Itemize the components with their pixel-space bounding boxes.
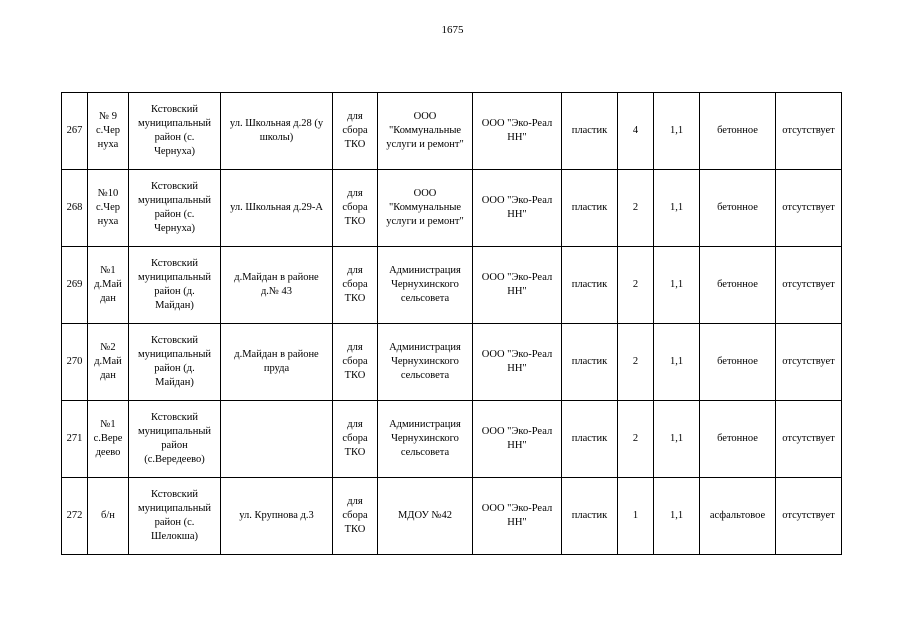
site-owner: ООО "Коммунальные услуги и ремонт" <box>378 170 473 247</box>
container-count: 2 <box>618 170 654 247</box>
row-number: 270 <box>62 324 88 401</box>
container-material: пластик <box>562 247 618 324</box>
site-purpose: для сбора ТКО <box>333 247 378 324</box>
site-owner: МДОУ №42 <box>378 478 473 555</box>
site-contractor: ООО "Эко-Реал НН" <box>473 93 562 170</box>
table-row <box>62 324 842 401</box>
container-material: пластик <box>562 324 618 401</box>
container-count: 2 <box>618 247 654 324</box>
row-number: 268 <box>62 170 88 247</box>
site-surface: асфальтовое <box>700 478 776 555</box>
site-fence: отсутствует <box>776 478 842 555</box>
registry-body <box>62 93 842 555</box>
site-contractor: ООО "Эко-Реал НН" <box>473 478 562 555</box>
site-purpose: для сбора ТКО <box>333 478 378 555</box>
row-number: 272 <box>62 478 88 555</box>
row-number: 271 <box>62 401 88 478</box>
page-number: 1675 <box>441 24 464 36</box>
waste-site-registry-table <box>61 92 842 555</box>
site-owner: ООО "Коммунальные услуги и ремонт" <box>378 93 473 170</box>
site-location: ул. Крупнова д.3 <box>221 478 333 555</box>
site-name: №1 д.Май дан <box>88 247 129 324</box>
site-fence: отсутствует <box>776 170 842 247</box>
container-volume: 1,1 <box>654 247 700 324</box>
site-purpose: для сбора ТКО <box>333 401 378 478</box>
site-contractor: ООО "Эко-Реал НН" <box>473 247 562 324</box>
site-contractor: ООО "Эко-Реал НН" <box>473 170 562 247</box>
row-number: 269 <box>62 247 88 324</box>
site-owner: Администрация Чернухинского сельсовета <box>378 247 473 324</box>
site-location: д.Майдан в районе пруда <box>221 324 333 401</box>
site-owner: Администрация Чернухинского сельсовета <box>378 324 473 401</box>
container-volume: 1,1 <box>654 401 700 478</box>
site-location: ул. Школьная д.28 (у школы) <box>221 93 333 170</box>
container-count: 4 <box>618 93 654 170</box>
container-volume: 1,1 <box>654 478 700 555</box>
container-count: 2 <box>618 401 654 478</box>
container-volume: 1,1 <box>654 93 700 170</box>
site-surface: бетонное <box>700 324 776 401</box>
container-material: пластик <box>562 478 618 555</box>
site-location: д.Майдан в районе д.№ 43 <box>221 247 333 324</box>
site-fence: отсутствует <box>776 247 842 324</box>
container-material: пластик <box>562 401 618 478</box>
container-volume: 1,1 <box>654 324 700 401</box>
site-area: Кстовский муниципальный район (с.Вередеево) <box>129 401 221 478</box>
site-fence: отсутствует <box>776 401 842 478</box>
site-location: ул. Школьная д.29-А <box>221 170 333 247</box>
site-purpose: для сбора ТКО <box>333 324 378 401</box>
site-surface: бетонное <box>700 93 776 170</box>
row-number: 267 <box>62 93 88 170</box>
site-purpose: для сбора ТКО <box>333 170 378 247</box>
site-name: б/н <box>88 478 129 555</box>
container-material: пластик <box>562 170 618 247</box>
table-row <box>62 93 842 170</box>
site-purpose: для сбора ТКО <box>333 93 378 170</box>
site-location <box>221 401 333 478</box>
site-contractor: ООО "Эко-Реал НН" <box>473 401 562 478</box>
site-name: №2 д.Май дан <box>88 324 129 401</box>
container-material: пластик <box>562 93 618 170</box>
table-row <box>62 401 842 478</box>
container-count: 2 <box>618 324 654 401</box>
table-row <box>62 478 842 555</box>
site-name: №1 с.Вере деево <box>88 401 129 478</box>
site-fence: отсутствует <box>776 93 842 170</box>
site-area: Кстовский муниципальный район (с. Шелокша) <box>129 478 221 555</box>
site-area: Кстовский муниципальный район (с. Чернуха) <box>129 170 221 247</box>
site-fence: отсутствует <box>776 324 842 401</box>
site-name: № 9 с.Чер нуха <box>88 93 129 170</box>
site-surface: бетонное <box>700 247 776 324</box>
site-surface: бетонное <box>700 170 776 247</box>
site-area: Кстовский муниципальный район (д. Майдан) <box>129 247 221 324</box>
site-contractor: ООО "Эко-Реал НН" <box>473 324 562 401</box>
site-surface: бетонное <box>700 401 776 478</box>
site-owner: Администрация Чернухинского сельсовета <box>378 401 473 478</box>
site-area: Кстовский муниципальный район (д. Майдан) <box>129 324 221 401</box>
site-name: №10 с.Чер нуха <box>88 170 129 247</box>
container-count: 1 <box>618 478 654 555</box>
container-volume: 1,1 <box>654 170 700 247</box>
table-row <box>62 170 842 247</box>
table-row <box>62 247 842 324</box>
site-area: Кстовский муниципальный район (с. Чернуха) <box>129 93 221 170</box>
